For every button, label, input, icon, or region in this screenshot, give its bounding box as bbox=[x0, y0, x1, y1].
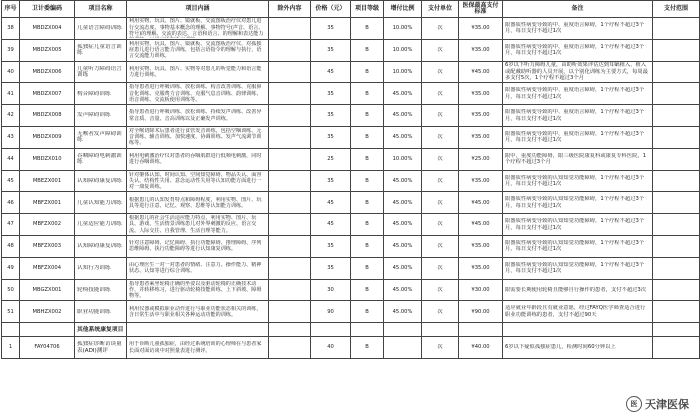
cell-price: 35 bbox=[311, 39, 351, 61]
cell-note: 限需要长期使用轮椅且能够自行操作的患者，支付不超过3次 bbox=[503, 279, 653, 301]
cell-name: 儿童认知能力训练 bbox=[75, 192, 127, 214]
cell-exclusion bbox=[269, 83, 311, 105]
cell-desc: 根据患儿的社会生活适应能力特点，利用实物、图片、玩具、游戏，生活情景训练患儿对外界刺激的反应、语言交流、人际交往、自我管理、生活自理等能力。 bbox=[127, 214, 269, 236]
cell-name: 认知障碍康复训练 bbox=[75, 235, 127, 257]
cell-desc: 指导患者进行呼吸训练、放松训练、持续发声训练、改善异常音质、音量、音高训练以及正确发声训练。 bbox=[127, 105, 269, 127]
category-empty-cell bbox=[127, 323, 269, 337]
cell-no: 49 bbox=[2, 257, 20, 279]
cell-unit: 次 bbox=[422, 301, 459, 323]
cell-code: FAY04706 bbox=[20, 337, 75, 359]
cell-grade: B bbox=[351, 170, 384, 192]
column-header: 增付比例 bbox=[384, 1, 422, 18]
cell-max: ¥45.00 bbox=[459, 214, 503, 236]
cell-no: 50 bbox=[2, 279, 20, 301]
cell-max: ¥35.00 bbox=[459, 105, 503, 127]
cell-exclusion bbox=[269, 61, 311, 83]
cell-unit: 次 bbox=[422, 126, 459, 148]
cell-grade: B bbox=[351, 18, 384, 40]
cell-price: 35 bbox=[311, 83, 351, 105]
table-row bbox=[2, 192, 700, 214]
cell-grade: B bbox=[351, 83, 384, 105]
cell-price: 45 bbox=[311, 214, 351, 236]
cell-no: 44 bbox=[2, 148, 20, 170]
cell-unit: 次 bbox=[422, 18, 459, 40]
cell-exclusion bbox=[269, 279, 311, 301]
cell-desc: 用于诊断儿童孤独症，由经过系统培训的心理师在与患者家长面对面访谈中对照量表进行测评。 bbox=[127, 337, 269, 359]
cell-exclusion bbox=[269, 170, 311, 192]
category-empty-cell bbox=[20, 323, 75, 337]
cell-scope bbox=[653, 61, 700, 83]
cell-code: MBDZX009 bbox=[20, 126, 75, 148]
cell-name: 吞咽障碍电刺激训练 bbox=[75, 148, 127, 170]
cell-ratio bbox=[384, 337, 422, 359]
cell-name: 认知障碍康复训练 bbox=[75, 170, 127, 192]
cell-price: 90 bbox=[311, 301, 351, 323]
cell-code: MBDZX006 bbox=[20, 61, 75, 83]
cell-unit: 次 bbox=[422, 39, 459, 61]
cell-code: MBFZX001 bbox=[20, 192, 75, 214]
cell-note: 6岁以下听力障碍儿童，由助听效果评估达到耳蜗植入、植入或配戴助听器的人员开展，以个别化训练为主要方式，每周最多支付5次，1个疗程不超过3个月 bbox=[503, 61, 653, 83]
cell-unit: 次 bbox=[422, 105, 459, 127]
cell-name: 孤独症诊断访谈量表(ADI)测评 bbox=[75, 337, 127, 359]
cell-exclusion bbox=[269, 257, 311, 279]
cell-grade: B bbox=[351, 279, 384, 301]
cell-code: MBEZX001 bbox=[20, 170, 75, 192]
cell-note: 限器质性病变导致的认知知觉功能障碍，1个疗程不超过3个月，每日支付不超过1次 bbox=[503, 235, 653, 257]
cell-note: 限器质性病变导致的中、重度语言障碍，1个疗程不超过3个月，每日支付不超过1次 bbox=[503, 83, 653, 105]
cell-desc: 由心理医生一对一对患者的情绪、注意力、操作能力、精神状态、认知等进行综合训练。 bbox=[127, 257, 269, 279]
cell-note: 适应就业年龄段且有就业意愿，经过FAYQ医学筛查适合进行职业功能训练的患者，支付不超过90天 bbox=[503, 301, 653, 323]
price-table bbox=[1, 0, 700, 359]
cell-exclusion bbox=[269, 235, 311, 257]
cell-price: 25 bbox=[311, 148, 351, 170]
column-header: 医保最高支付标准 bbox=[459, 1, 503, 18]
table-row bbox=[2, 39, 700, 61]
cell-ratio: 45.00% bbox=[384, 83, 422, 105]
column-header: 项目等级 bbox=[351, 1, 384, 18]
cell-scope bbox=[653, 214, 700, 236]
cell-no: 47 bbox=[2, 214, 20, 236]
cell-desc: 对全喉切除术后患者进行食管发音训练，包括空咽训练、元音训练、辅音训练、加快速度、协调训练、发声气流调节训练等。 bbox=[127, 126, 269, 148]
cell-grade: B bbox=[351, 301, 384, 323]
cell-unit: 次 bbox=[422, 148, 459, 170]
cell-ratio: 10.00% bbox=[384, 61, 422, 83]
cell-note: 限器质性病变导致的认知知觉功能障碍，1个疗程不超过3个月，每日支付不超过1次 bbox=[503, 214, 653, 236]
cell-unit: 次 bbox=[422, 83, 459, 105]
category-row bbox=[2, 323, 700, 337]
cell-ratio: 45.00% bbox=[384, 214, 422, 236]
cell-grade: B bbox=[351, 105, 384, 127]
cell-grade: B bbox=[351, 257, 384, 279]
cell-scope bbox=[653, 192, 700, 214]
table-row bbox=[2, 301, 700, 323]
category-empty-cell bbox=[459, 323, 503, 337]
cell-unit: 次 bbox=[422, 279, 459, 301]
cell-no: 45 bbox=[2, 170, 20, 192]
cell-max: ¥30.00 bbox=[459, 279, 503, 301]
cell-unit: 次 bbox=[422, 170, 459, 192]
cell-scope bbox=[653, 18, 700, 40]
category-empty-cell bbox=[311, 323, 351, 337]
category-empty-cell bbox=[2, 323, 20, 337]
cell-scope bbox=[653, 257, 700, 279]
category-name: 其他系统康复项目 bbox=[75, 323, 127, 337]
cell-exclusion bbox=[269, 337, 311, 359]
column-header: 卫计委编码 bbox=[20, 1, 75, 18]
cell-code: MBDZX010 bbox=[20, 148, 75, 170]
cell-price: 30 bbox=[311, 279, 351, 301]
cell-grade: B bbox=[351, 61, 384, 83]
table-row bbox=[2, 105, 700, 127]
cell-desc: 利用实物、玩具、图片、镜就板、交流图板治疗仪对患儿进行交流态度、事物基本概念的理解、事物符号(声音、语言、符号)的理解、交流的表达、言语和语言、的理解和表达能力 bbox=[127, 18, 269, 40]
cell-grade: B bbox=[351, 39, 384, 61]
cell-note: 限器质性病变导致的中、重度语言障碍，1个疗程不超过3个月，每日支付不超过1次 bbox=[503, 126, 653, 148]
category-empty-cell bbox=[384, 323, 422, 337]
cell-scope bbox=[653, 235, 700, 257]
cell-grade: B bbox=[351, 214, 384, 236]
cell-scope bbox=[653, 126, 700, 148]
cell-desc: 利用电刺激治疗仪对患者的吞咽肌群进行低频电刺激，同时进行吞咽训练。 bbox=[127, 148, 269, 170]
cell-ratio: 45.00% bbox=[384, 235, 422, 257]
table-row bbox=[2, 279, 700, 301]
cell-ratio: 45.00% bbox=[384, 257, 422, 279]
cell-code: MBFZX002 bbox=[20, 214, 75, 236]
watermark bbox=[623, 395, 692, 413]
cell-scope bbox=[653, 279, 700, 301]
cell-ratio: 45.00% bbox=[384, 170, 422, 192]
cell-exclusion bbox=[269, 18, 311, 40]
column-header: 项目名称 bbox=[75, 1, 127, 18]
cell-note: 限器质性病变导致的中、重度语言障碍，1个疗程不超过3个月，每日支付不超过1次 bbox=[503, 18, 653, 40]
cell-max: ¥45.00 bbox=[459, 61, 503, 83]
cell-desc: 根据患儿的认知发育特点和障碍程度，利用实物、图片、玩具等进行注意、记忆、观察、思维等认知能力训练。 bbox=[127, 192, 269, 214]
cell-price: 35 bbox=[311, 257, 351, 279]
cell-exclusion bbox=[269, 39, 311, 61]
cell-note: 限中、重度功能障碍，限三级医院康复科或康复专科医院，1个疗程不超过3个月 bbox=[503, 148, 653, 170]
table-row bbox=[2, 257, 700, 279]
column-header: 支付范围 bbox=[653, 1, 700, 18]
cell-name: 轮椅技能训练 bbox=[75, 279, 127, 301]
cell-no: 1 bbox=[2, 337, 20, 359]
cell-scope bbox=[653, 148, 700, 170]
cell-scope bbox=[653, 39, 700, 61]
cell-ratio: 45.00% bbox=[384, 192, 422, 214]
cell-scope bbox=[653, 105, 700, 127]
cell-unit: 次 bbox=[422, 192, 459, 214]
cell-exclusion bbox=[269, 214, 311, 236]
cell-ratio: 45.00% bbox=[384, 301, 422, 323]
cell-no: 42 bbox=[2, 105, 20, 127]
cell-code: MBHZX002 bbox=[20, 301, 75, 323]
cell-no: 39 bbox=[2, 39, 20, 61]
cell-scope bbox=[653, 83, 700, 105]
cell-note: 限器质性病变导致的认知知觉功能障碍，1个疗程不超过3个月，每日支付不超过1次 bbox=[503, 192, 653, 214]
cell-note: 6岁以下疑似孤独症患儿，检测时间60分钟以上 bbox=[503, 337, 653, 359]
cell-max: ¥35.00 bbox=[459, 39, 503, 61]
cell-exclusion bbox=[269, 126, 311, 148]
cell-ratio: 45.00% bbox=[384, 279, 422, 301]
cell-max: ¥35.00 bbox=[459, 83, 503, 105]
category-empty-cell bbox=[653, 323, 700, 337]
cell-grade: B bbox=[351, 337, 384, 359]
column-header: 备注 bbox=[503, 1, 653, 18]
cell-note: 限器质性病变导致的中、重度语言障碍，1个疗程不超过3个月，每日支付不超过1次 bbox=[503, 105, 653, 127]
cell-price: 40 bbox=[311, 337, 351, 359]
cell-no: 43 bbox=[2, 126, 20, 148]
cell-max: ¥40.00 bbox=[459, 337, 503, 359]
cell-scope bbox=[653, 170, 700, 192]
cell-code: MBDZX005 bbox=[20, 39, 75, 61]
cell-no: 48 bbox=[2, 235, 20, 257]
logo-icon: 医 bbox=[626, 396, 642, 412]
cell-price: 35 bbox=[311, 105, 351, 127]
cell-name: 无喉者发声障碍训练 bbox=[75, 126, 127, 148]
cell-no: 46 bbox=[2, 192, 20, 214]
cell-scope bbox=[653, 301, 700, 323]
category-empty-cell bbox=[503, 323, 653, 337]
table-row bbox=[2, 337, 700, 359]
cell-unit: 次 bbox=[422, 61, 459, 83]
cell-max: ¥35.00 bbox=[459, 126, 503, 148]
cell-no: 51 bbox=[2, 301, 20, 323]
cell-code: MBGZX001 bbox=[20, 279, 75, 301]
cell-name: 孤独症儿童语言训练 bbox=[75, 39, 127, 61]
category-empty-cell bbox=[269, 323, 311, 337]
cell-name: 儿童听力障碍语言训练 bbox=[75, 61, 127, 83]
cell-name: 构音障碍训练 bbox=[75, 83, 127, 105]
cell-name: 认知行为训练 bbox=[75, 257, 127, 279]
cell-desc: 指导患者乘坐轮椅正确的坐姿以及驱动轮椅的正确技术动作，并转移练习，进行驱动轮椅技能训练、上下斜坡、障碍物等。 bbox=[127, 279, 269, 301]
cell-no: 40 bbox=[2, 61, 20, 83]
cell-desc: 针对躯体认知、时间认知、空间知觉障碍、物品失认、面容失认、结构性失用、意念运动性失用等认知功能方面进行一对一康复训练。 bbox=[127, 170, 269, 192]
table-row bbox=[2, 61, 700, 83]
cell-max: ¥35.00 bbox=[459, 18, 503, 40]
cell-ratio: 10.00% bbox=[384, 18, 422, 40]
cell-unit: 次 bbox=[422, 257, 459, 279]
column-header: 价格（元） bbox=[311, 1, 351, 18]
column-header: 支付单位 bbox=[422, 1, 459, 18]
column-header: 除外内容 bbox=[269, 1, 311, 18]
cell-note: 限器质性病变导致的中、重度语言障碍，1个疗程不超过3个月，每日支付不超过1次 bbox=[503, 39, 653, 61]
cell-desc: 利用实物、玩具、图片、实物等对患儿的听觉能力和语言能力进行训练。 bbox=[127, 61, 269, 83]
cell-note: 限器质性病变导致的认知知觉功能障碍，1个疗程不超过3个月，每日支付不超过1次 bbox=[503, 257, 653, 279]
cell-scope bbox=[653, 337, 700, 359]
cell-unit: 次 bbox=[422, 337, 459, 359]
cell-price: 35 bbox=[311, 235, 351, 257]
watermark-text: 天津医保 bbox=[645, 398, 689, 411]
cell-ratio: 10.00% bbox=[384, 39, 422, 61]
cell-desc: 利用实物、玩具、图片、镜就板、交流图板治疗仪，对孤独症患儿进行语言能力训练，包括言语指令的理解与执行，语言交流能力训练。 bbox=[127, 39, 269, 61]
table-row bbox=[2, 148, 700, 170]
table-row bbox=[2, 18, 700, 40]
cell-desc: 针对注意障碍、记忆障碍、执行功能障碍、推理障碍、序列思维障碍、执行功能障碍等进行认知康复训练。 bbox=[127, 235, 269, 257]
cell-name: 职业功能训练 bbox=[75, 301, 127, 323]
cell-code: MBFZX003 bbox=[20, 235, 75, 257]
cell-price: 35 bbox=[311, 170, 351, 192]
cell-code: MBFZX004 bbox=[20, 257, 75, 279]
cell-max: ¥35.00 bbox=[459, 170, 503, 192]
cell-grade: B bbox=[351, 192, 384, 214]
cell-grade: B bbox=[351, 148, 384, 170]
cell-price: 45 bbox=[311, 192, 351, 214]
cell-unit: 次 bbox=[422, 235, 459, 257]
cell-exclusion bbox=[269, 301, 311, 323]
header-row bbox=[2, 1, 700, 18]
category-empty-cell bbox=[351, 323, 384, 337]
cell-grade: B bbox=[351, 126, 384, 148]
cell-desc: 指导患者进行呼吸训练、放松训练、构音改善训练、克服鼻音化训练、克服费力音训练、克服气息音训练、韵律训练、语音训练、交流板使用训练等。 bbox=[127, 83, 269, 105]
cell-note: 限器质性病变导致的认知知觉功能障碍，1个疗程不超过3个月，每日支付不超过1次 bbox=[503, 170, 653, 192]
cell-ratio: 45.00% bbox=[384, 126, 422, 148]
cell-name: 儿童适应能力训练 bbox=[75, 214, 127, 236]
cell-code: MBDZX008 bbox=[20, 105, 75, 127]
cell-max: ¥45.00 bbox=[459, 192, 503, 214]
column-header: 序号 bbox=[2, 1, 20, 18]
cell-code: MBDZX004 bbox=[20, 18, 75, 40]
table-row bbox=[2, 235, 700, 257]
cell-desc: 利用仪器或模拟职业动作进行与职业功能状态相关的训练，含日常生活中与职业相关各种运动功能的训练。 bbox=[127, 301, 269, 323]
cell-ratio: 10.00% bbox=[384, 148, 422, 170]
cell-exclusion bbox=[269, 192, 311, 214]
cell-price: 45 bbox=[311, 61, 351, 83]
cell-price: 35 bbox=[311, 18, 351, 40]
cell-name: 发声障碍训练 bbox=[75, 105, 127, 127]
cell-unit: 次 bbox=[422, 214, 459, 236]
table-row bbox=[2, 170, 700, 192]
cell-grade: B bbox=[351, 235, 384, 257]
category-empty-cell bbox=[422, 323, 459, 337]
cell-name: 儿童语言障碍训练 bbox=[75, 18, 127, 40]
cell-exclusion bbox=[269, 105, 311, 127]
table-row bbox=[2, 83, 700, 105]
cell-price: 35 bbox=[311, 126, 351, 148]
cell-max: ¥35.00 bbox=[459, 235, 503, 257]
cell-max: ¥35.00 bbox=[459, 257, 503, 279]
cell-max: ¥25.00 bbox=[459, 148, 503, 170]
table-row bbox=[2, 126, 700, 148]
cell-max: ¥90.00 bbox=[459, 301, 503, 323]
cell-ratio: 45.00% bbox=[384, 105, 422, 127]
table-row bbox=[2, 214, 700, 236]
cell-code: MBDZX007 bbox=[20, 83, 75, 105]
column-header: 项目内涵 bbox=[127, 1, 269, 18]
cell-no: 41 bbox=[2, 83, 20, 105]
cell-exclusion bbox=[269, 148, 311, 170]
cell-no: 38 bbox=[2, 18, 20, 40]
